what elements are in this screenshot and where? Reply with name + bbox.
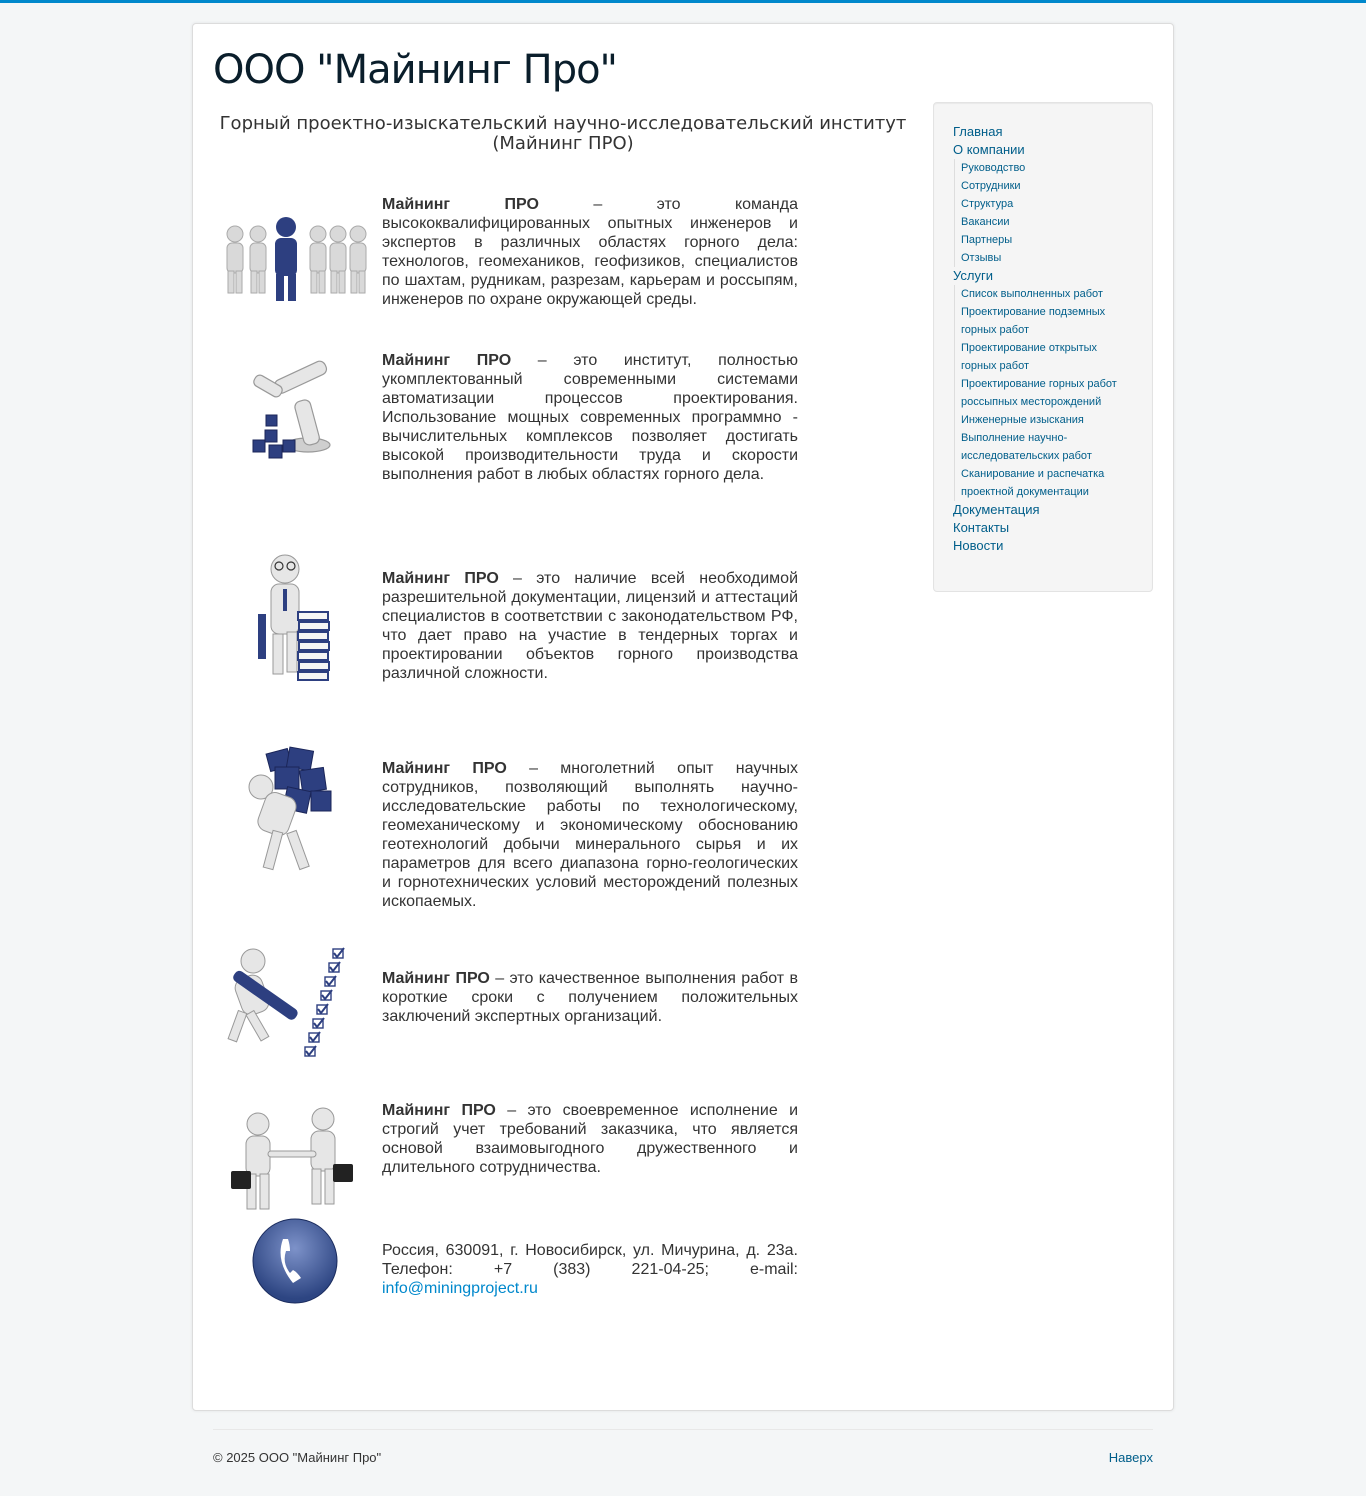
nav-leadership[interactable]: Руководство [961, 162, 1026, 174]
site-title: ООО "Майнинг Про" [213, 47, 617, 93]
main-container [192, 23, 1174, 1411]
nav-documentation[interactable]: Документация [953, 502, 1040, 517]
nav-services[interactable]: Услуги [953, 268, 993, 283]
nav-scanning[interactable]: Сканирование и распечатка проектной документации [961, 468, 1105, 498]
carrying-load-icon [213, 734, 373, 884]
nav-underground-design[interactable]: Проектирование подземных горных работ [961, 306, 1106, 336]
feature-text: Майнинг ПРО – это качественное выполнения работ в короткие сроки с получением положительных заключений экспертных организаций. [382, 970, 798, 1025]
feature-text: Майнинг ПРО – это институт, полностью укомплектованный современными системами автоматизации процессов проектирования. Использование мощных современных программно - вычислительных комплексов позволяет достигать высокой производительности труда и скорости выполнения работ в любых областях горного дела. [382, 352, 799, 483]
footer [213, 1429, 1153, 1465]
phone-icon [213, 1214, 363, 1309]
feature-text: Майнинг ПРО – многолетний опыт научных сотрудников, позволяющий выполнять научно-исследовательские работы по технологическому, геомеханическому и экономическому обоснованию геотехнологий добычи минерального сырья и их параметров для всего диапазона горно-геологических и горнотехнических условий месторождений полезных ископаемых. [382, 760, 799, 910]
nav-placer-design[interactable]: Проектирование горных работ россыпных месторождений [961, 378, 1117, 408]
feature-text: Майнинг ПРО – это наличие всей необходимой разрешительной документации, лицензий и аттестаций специалистов в соответствии с законодательством РФ, что дает право на участие в тендерных торгах и проектировании объектов горного производства различной сложности. [382, 570, 799, 682]
team-icon [213, 179, 373, 329]
copyright: © 2025 ООО "Майнинг Про" [213, 1450, 382, 1465]
contact-text: Россия, 630091, г. Новосибирск, ул. Мичурина, д. 23а. Телефон: +7 (383) 221-04-25; e-mail: info@miningproject.ru [382, 1242, 798, 1297]
back-to-top-link[interactable]: Наверх [1108, 1450, 1153, 1465]
feature-text: Майнинг ПРО – это своевременное исполнение и строгий учет требований заказчика, что является основой взаимовыгодного дружественного и длительного сотрудничества. [382, 1102, 799, 1176]
feature-text: Майнинг ПРО – это команда высококвалифицированных опытных инженеров и экспертов в различных областях горного дела: технологов, геомехаников, геофизиков, специалистов по шахтам, рудникам, разрезам, карьерам и россыпям, инженеров по охране окружающей среды. [382, 196, 799, 308]
documents-icon [213, 544, 373, 694]
nav-staff[interactable]: Сотрудники [961, 180, 1021, 192]
nav-structure[interactable]: Структура [961, 198, 1014, 210]
nav-open-pit-design[interactable]: Проектирование открытых горных работ [961, 342, 1098, 372]
nav-partners[interactable]: Партнеры [961, 234, 1013, 246]
handshake-icon [213, 1079, 373, 1229]
nav-surveys[interactable]: Инженерные изыскания [961, 414, 1084, 426]
nav-about[interactable]: О компании [953, 142, 1025, 157]
services-submenu [954, 285, 1152, 501]
robot-arm-icon [213, 335, 373, 485]
nav-research[interactable]: Выполнение научно-исследовательских работ [961, 432, 1092, 462]
email-link[interactable]: info@miningproject.ru [382, 1280, 538, 1297]
nav-home[interactable]: Главная [953, 124, 1003, 139]
sidebar [933, 102, 1153, 592]
nav-vacancies[interactable]: Вакансии [961, 216, 1010, 228]
about-submenu [954, 159, 1152, 267]
nav-reviews[interactable]: Отзывы [961, 252, 1002, 264]
nav-contacts[interactable]: Контакты [953, 520, 1010, 535]
checklist-icon [213, 931, 373, 1081]
page-heading: Горный проектно-изыскательский научно-исследовательский институт (Майнинг ПРО) [219, 113, 907, 154]
nav-completed-works[interactable]: Список выполненных работ [961, 288, 1103, 300]
sidebar-nav [934, 103, 1152, 555]
nav-news[interactable]: Новости [953, 538, 1004, 553]
